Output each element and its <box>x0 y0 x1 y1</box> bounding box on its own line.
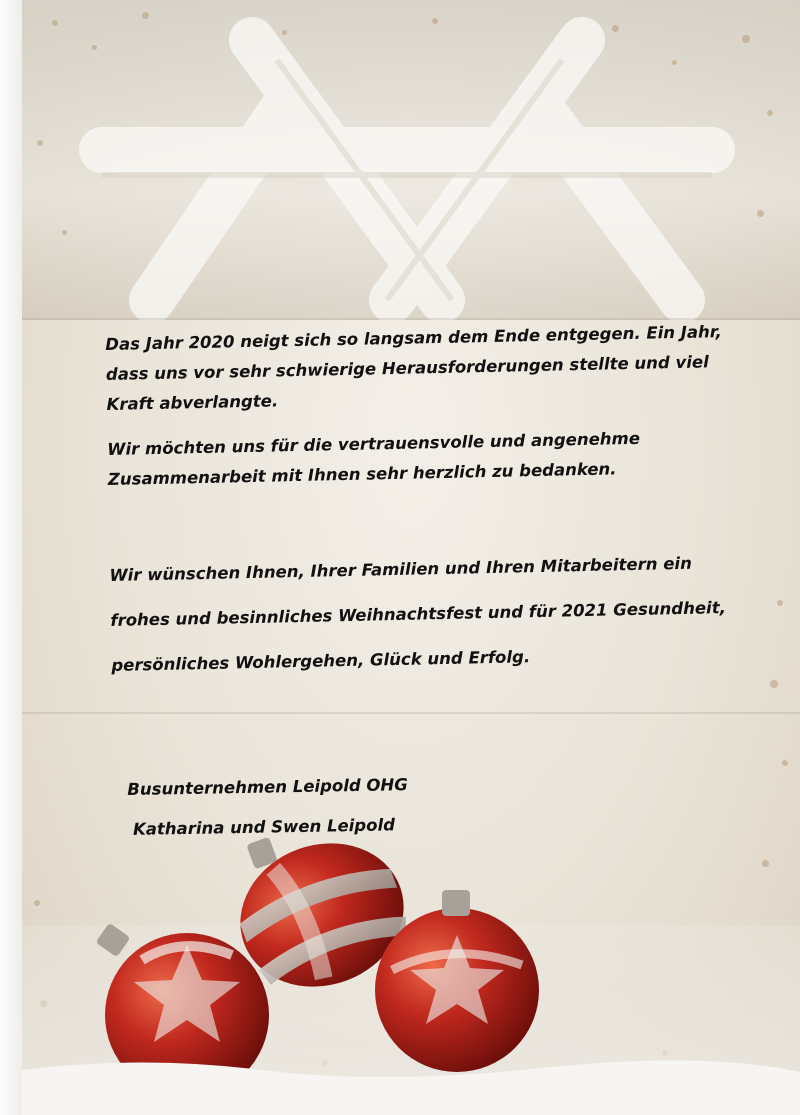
text-line: Das Jahr 2020 neigt sich so langsam dem Ende entgegen. Ein Jahr, <box>105 322 722 354</box>
page-margin <box>0 0 22 1115</box>
ornament-right <box>375 908 539 1072</box>
text-line: dass uns vor sehr schwierige Herausforderungen stellte und viel <box>105 352 709 384</box>
text-line: persönliches Wohlergehen, Glück und Erfolg. <box>111 647 531 675</box>
signature-company: Busunternehmen Leipold OHG <box>127 775 408 799</box>
signature-names: Katharina und Swen Leipold <box>132 815 396 839</box>
paragraph-intro <box>105 317 727 420</box>
fold-line <box>22 712 800 714</box>
text-line: Zusammenarbeit mit Ihnen sehr herzlich zu bedanken. <box>107 459 617 489</box>
christmas-ornaments-icon <box>22 820 800 1115</box>
text-line: Kraft abverlangte. <box>106 391 279 414</box>
text-line: Wir möchten uns für die vertrauensvolle und angenehme <box>107 428 641 459</box>
snow-star-background-icon <box>22 0 800 320</box>
paragraph-wishes <box>109 540 732 688</box>
text-line: frohes und besinnliches Weihnachtsfest und für 2021 Gesundheit, <box>110 598 727 630</box>
text-line: Wir wünschen Ihnen, Ihrer Familien und Ihren Mitarbeitern ein <box>109 553 693 585</box>
